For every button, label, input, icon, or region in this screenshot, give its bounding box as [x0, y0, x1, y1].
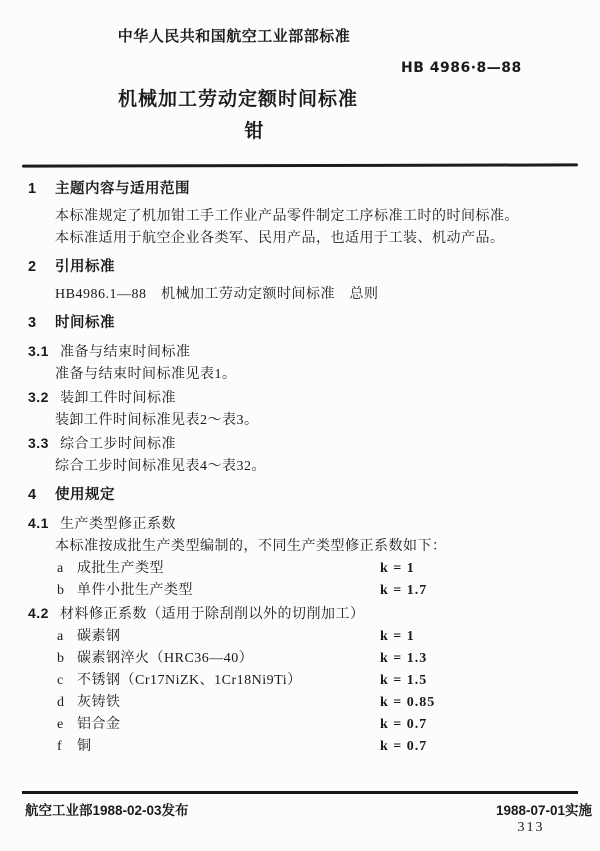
footer-issued-by: 航空工业部1988-02-03发布	[25, 803, 189, 818]
list-item	[57, 580, 578, 602]
item-letter: a	[57, 561, 64, 576]
subsection-number: 3.3	[28, 435, 49, 451]
item-letter: a	[57, 629, 64, 644]
section-3-heading	[28, 312, 578, 334]
subsection-title: 生产类型修正系数	[60, 517, 176, 532]
list-item	[57, 670, 578, 692]
section-number: 1	[28, 181, 37, 197]
section-title: 引用标准	[55, 259, 115, 275]
section-number: 2	[28, 259, 37, 275]
paragraph: 本标准规定了机加钳工手工作业产品零件制定工序标准工时的时间标准。	[55, 209, 519, 224]
subsection-3-1-heading	[28, 340, 578, 364]
item-letter: c	[57, 673, 64, 688]
subsection-3-3-heading	[28, 432, 578, 456]
footer-effective-date: 1988-07-01实施	[495, 803, 592, 818]
paragraph: 装卸工件时间标准见表2～表3。	[55, 413, 259, 428]
item-text: 碳素钢	[77, 629, 121, 644]
list-item	[57, 626, 578, 648]
item-text: 单件小批生产类型	[77, 583, 193, 598]
list-item	[57, 558, 578, 580]
subsection-4-1-heading	[28, 512, 578, 536]
subsection-3-2-heading	[28, 386, 578, 410]
subsection-number: 3.2	[28, 389, 49, 405]
subsection-number: 4.2	[28, 605, 49, 621]
header-divider	[22, 163, 578, 167]
section-title: 使用规定	[55, 487, 115, 503]
item-text: 碳素钢淬火（HRC36—40）	[77, 651, 254, 666]
item-coefficient: k = 1.7	[380, 583, 428, 598]
subsection-4-2-heading	[28, 602, 578, 626]
page-number: 313	[517, 820, 545, 835]
paragraph: 综合工步时间标准见表4～表32。	[55, 459, 266, 474]
item-text: 铝合金	[77, 717, 121, 732]
item-coefficient: k = 1	[380, 561, 415, 576]
footer-divider	[22, 791, 578, 794]
doc-number: HB 4986·8—88	[401, 60, 522, 76]
subsection-number: 4.1	[28, 515, 49, 531]
item-text: 不锈钢（Cr17NiZK、1Cr18Ni9Ti）	[77, 673, 302, 688]
section-number: 4	[28, 487, 37, 503]
list-item	[57, 692, 578, 714]
list-item	[57, 648, 578, 670]
section-title: 时间标准	[55, 315, 115, 331]
doc-title: 机械加工劳动定额时间标准	[117, 89, 358, 110]
subsection-title: 材料修正系数（适用于除刮削以外的切削加工）	[60, 607, 365, 622]
paragraph: 本标准适用于航空企业各类军、民用产品，也适用于工装、机动产品。	[55, 231, 505, 246]
paragraph: 准备与结束时间标准见表1。	[55, 367, 237, 382]
list-item	[57, 714, 578, 736]
subsection-title: 准备与结束时间标准	[60, 345, 191, 360]
item-text: 成批生产类型	[77, 561, 164, 576]
item-coefficient: k = 1.3	[380, 651, 428, 666]
item-letter: d	[57, 695, 65, 710]
subsection-title: 综合工步时间标准	[60, 437, 176, 452]
item-coefficient: k = 1.5	[380, 673, 428, 688]
item-letter: e	[57, 717, 64, 732]
section-number: 3	[28, 315, 37, 331]
section-2-heading	[28, 256, 578, 278]
item-coefficient: k = 0.7	[380, 739, 428, 754]
item-letter: f	[57, 739, 63, 754]
standard-org-line: 中华人民共和国航空工业部部标准	[117, 28, 351, 45]
item-coefficient: k = 0.7	[380, 717, 428, 732]
subsection-number: 3.1	[28, 343, 49, 359]
item-coefficient: k = 1	[380, 629, 415, 644]
item-coefficient: k = 0.85	[380, 695, 436, 710]
referenced-standard-line: HB4986.1—88 机械加工劳动定额时间标准 总则	[55, 287, 379, 302]
section-4-heading	[28, 484, 578, 506]
subsection-title: 装卸工件时间标准	[60, 391, 176, 406]
item-letter: b	[57, 583, 65, 598]
document-body	[28, 172, 578, 758]
item-text: 铜	[77, 739, 92, 754]
paragraph: 本标准按成批生产类型编制的，不同生产类型修正系数如下：	[55, 539, 447, 554]
item-letter: b	[57, 651, 65, 666]
section-1-heading	[28, 178, 578, 200]
section-title: 主题内容与适用范围	[55, 181, 190, 197]
doc-subtitle: 钳	[244, 121, 264, 142]
list-item	[57, 736, 578, 758]
item-text: 灰铸铁	[77, 695, 121, 710]
